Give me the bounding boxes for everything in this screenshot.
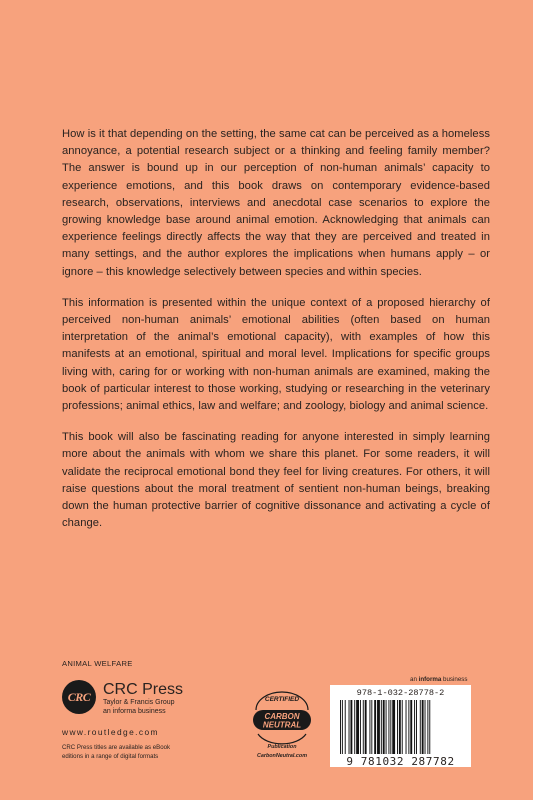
isbn-barcode — [330, 685, 471, 767]
informa-suffix: business — [441, 676, 468, 683]
barcode-bar — [374, 700, 376, 754]
carbon-neutral-icon — [244, 684, 320, 746]
carbon-publication: Publication — [267, 744, 297, 750]
barcode-bar — [390, 700, 391, 754]
carbon-main-1: CARBON — [264, 712, 300, 721]
barcode-bar — [381, 700, 382, 754]
blurb-paragraph-2: This information is presented within the unique context of a proposed hierarchy of perceived non-human animals’ emotional abilities (often based on human interpretation of the animal’s emotional capacity), with examples of how this manifests at an emotional, spiritual and moral level. Implications for specific groups living with, caring for or working with non-human animals are examined, making the book of particular interest to those working, studying or researching in the veterinary professions; animal ethics, law and welfare; and zoology, biology and animal science. — [62, 296, 490, 413]
barcode-bar — [383, 700, 385, 754]
isbn-hyphenated: 978-1-032-28778-2 — [356, 688, 445, 698]
barcode-bar — [350, 700, 352, 754]
barcode-bar — [388, 700, 389, 754]
barcode-bar — [422, 700, 424, 754]
carbon-url: CarbonNeutral.com — [256, 753, 308, 759]
publisher-website[interactable]: www.routledge.com — [62, 727, 159, 737]
barcode-bar — [397, 700, 398, 754]
barcode-bar — [356, 700, 359, 754]
barcode-bar — [416, 700, 417, 754]
barcode-bar — [345, 700, 346, 754]
blurb-paragraph-3: This book will also be fascinating reading for anyone interested in simply learning more about the animals with whom we share this planet. For some readers, it will validate the reciprocal emotional bond they feel for living creatures. For others, it will raise questions about the moral treatment of sentient non-human beings, breaking down the human protective barrier of cognitive dissonance and activating a cycle of change. — [62, 431, 490, 530]
barcode-icon — [340, 700, 461, 756]
barcode-bar — [392, 700, 395, 754]
barcode-bar — [363, 700, 364, 754]
carbon-neutral-logo — [244, 684, 320, 764]
barcode-bar — [427, 700, 428, 754]
barcode-bar — [386, 700, 387, 754]
barcode-bar — [365, 700, 367, 754]
barcode-bar — [377, 700, 380, 754]
crc-badge-icon: CRC — [62, 680, 96, 714]
subject-category: ANIMAL WELFARE — [62, 659, 133, 668]
publisher-group: Taylor & Francis Group — [103, 699, 175, 706]
barcode-bar — [342, 700, 343, 754]
barcode-bar — [425, 700, 426, 754]
back-cover-blurb — [62, 126, 490, 546]
publisher-name: CRC Press — [103, 681, 184, 698]
barcode-bar — [408, 700, 409, 754]
informa-brand: informa — [418, 676, 442, 683]
barcode-bar — [410, 700, 412, 754]
barcode-bar — [402, 700, 403, 754]
isbn-digits: 9 781032 287782 — [346, 755, 455, 768]
barcode-bar — [340, 700, 341, 754]
barcode-bar — [420, 700, 421, 754]
barcode-bar — [369, 700, 370, 754]
barcode-bar — [414, 700, 415, 754]
informa-prefix: an — [410, 676, 419, 683]
barcode-bar — [429, 700, 430, 754]
ebook-note: CRC Press titles are available as eBook editions in a range of digital formats — [62, 744, 171, 760]
carbon-certified-text: CERTIFIED — [264, 696, 300, 703]
barcode-bar — [360, 700, 361, 754]
publisher-logo — [62, 680, 183, 716]
blurb-paragraph-1: How is it that depending on the setting, the same cat can be perceived as a homeless annoyance, a potential research subject or a thinking and feeling family member? The answer is bound up in our perception of non-human animals’ capacity to experience emotions, and this book draws on contemporary evidence-based research, observations, interviews and anecdotal case scenarios to explore the growing knowledge base around animal emotion. Acknowledging that animals can experience feelings directly affects the way that they are perceived and treated in many settings, and the author explores the implications when humans apply – or ignore – this knowledge selectively between species and within species. — [62, 128, 490, 278]
barcode-bar — [371, 700, 372, 754]
barcode-bar — [406, 700, 407, 754]
carbon-main-2: NEUTRAL — [262, 720, 302, 730]
barcode-bar — [349, 700, 350, 754]
publisher-name-block — [103, 681, 183, 716]
publisher-informa: an informa business — [103, 708, 166, 715]
informa-business-tag — [410, 676, 467, 683]
barcode-bar — [354, 700, 355, 754]
barcode-bar — [399, 700, 401, 754]
